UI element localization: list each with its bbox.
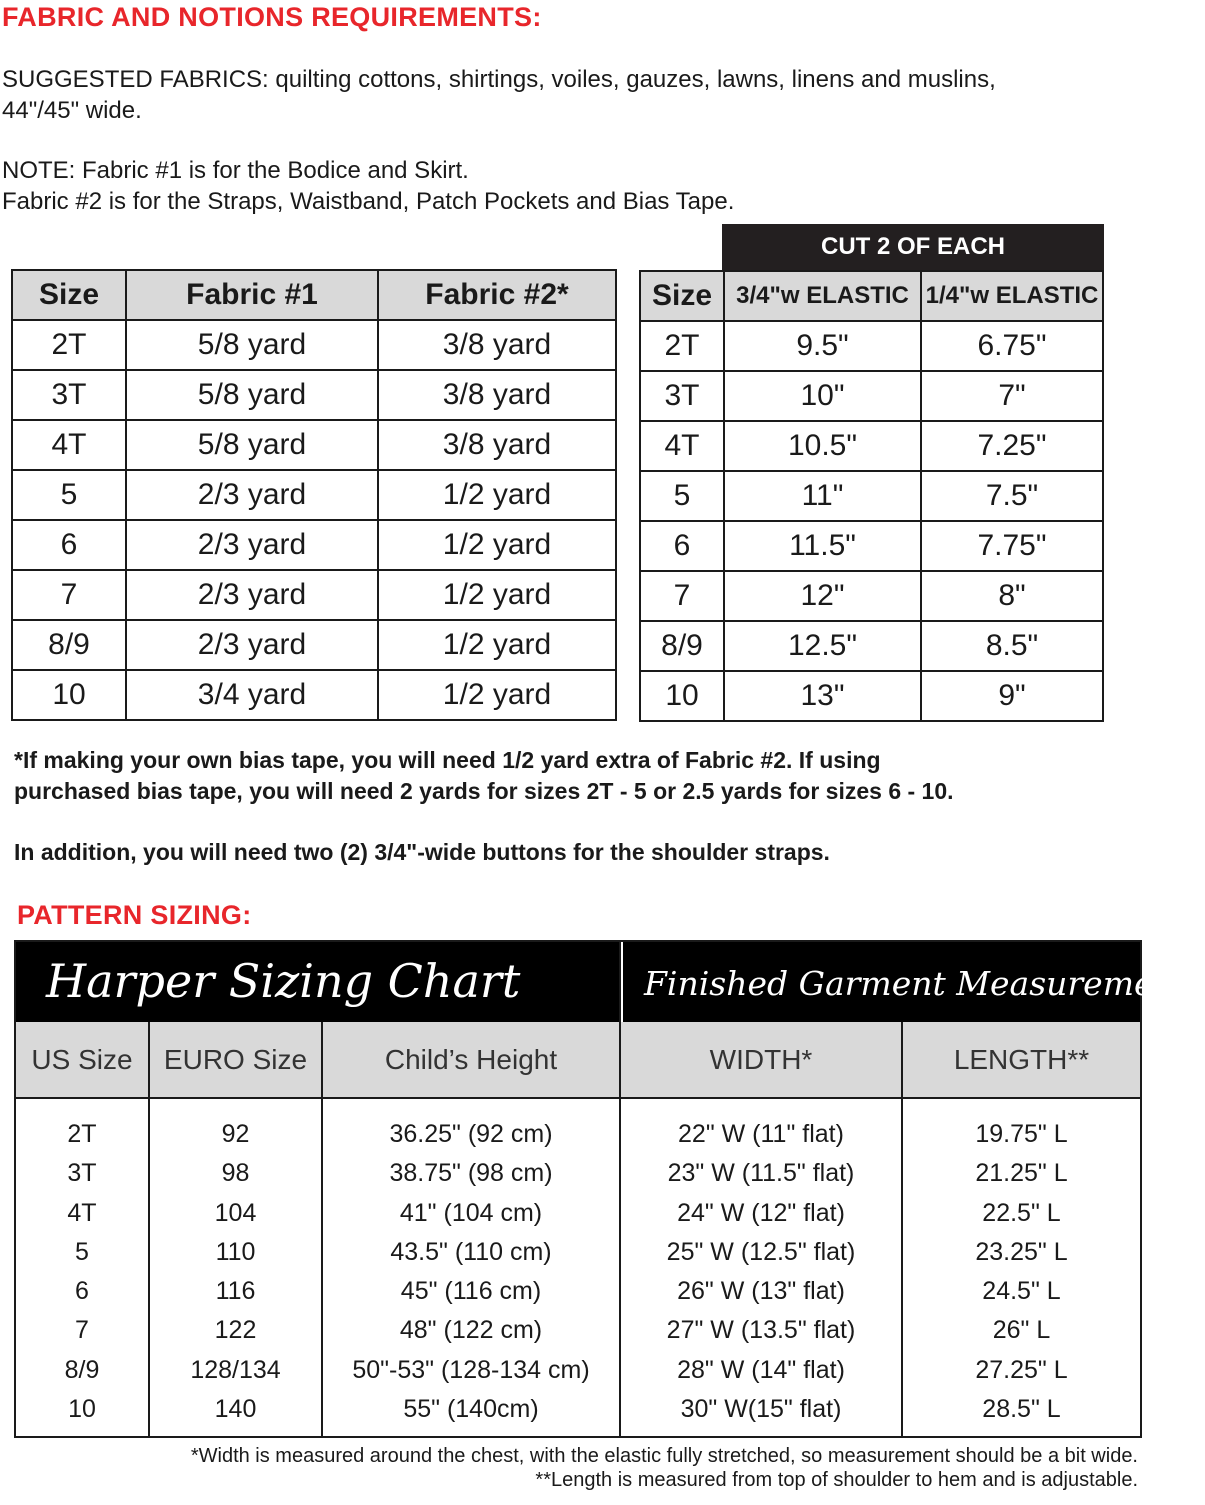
height-cell: 48" (122 cm) [399,1316,543,1345]
height-cell: 45" (116 cm) [400,1277,542,1306]
cell-size: 4T [640,421,724,471]
cell-elastic-narrow: 9" [921,671,1103,721]
width-cell: 24" W (12" flat) [677,1198,845,1227]
width-column [621,1115,901,1429]
length-cell: 23.25" L [975,1237,1068,1266]
cell-elastic-wide: 10.5" [724,421,921,471]
header-euro-size: EURO Size [150,1022,321,1097]
table-row [640,671,1103,721]
cell-size: 3T [12,370,126,420]
note-line-2: Fabric #2 is for the Straps, Waistband, Patch Pockets and Bias Tape. [2,188,735,215]
width-cell: 26" W (13" flat) [677,1277,845,1306]
euro-size-cell: 116 [215,1277,256,1306]
header-us-size: US Size [16,1022,148,1097]
cell-elastic-wide: 11" [724,471,921,521]
cell-size: 6 [12,520,126,570]
header-fabric-2: Fabric #2* [378,270,616,320]
cell-elastic-narrow: 7.25" [921,421,1103,471]
us-size-cell: 7 [75,1316,89,1345]
elastic-table-header [640,271,1103,321]
us-size-cell: 8/9 [64,1355,100,1384]
cell-elastic-wide: 11.5" [724,521,921,571]
length-cell: 28.5" L [982,1395,1061,1424]
cell-fabric-1: 5/8 yard [126,370,378,420]
sizing-chart-title-bar [16,942,1205,1022]
cell-fabric-1: 5/8 yard [126,320,378,370]
euro-size-cell: 104 [214,1198,257,1227]
length-cell: 22.5" L [982,1198,1061,1227]
pattern-sizing-heading: PATTERN SIZING: [17,900,252,930]
fabric-note [2,155,1132,217]
cell-elastic-wide: 9.5" [724,321,921,371]
table-row [12,570,616,620]
cell-elastic-narrow: 6.75" [921,321,1103,371]
sizing-chart-title: Harper Sizing Chart [46,954,521,1008]
cell-elastic-narrow: 7.5" [921,471,1103,521]
length-column [903,1115,1140,1429]
height-cell: 55" (140cm) [403,1395,539,1424]
us-size-cell: 5 [75,1237,89,1266]
table-row [640,371,1103,421]
width-cell: 30" W(15" flat) [680,1395,842,1424]
length-cell: 24.5" L [982,1277,1061,1306]
cell-fabric-2: 3/8 yard [378,320,616,370]
cell-size: 4T [12,420,126,470]
cell-fabric-2: 1/2 yard [378,520,616,570]
cell-fabric-2: 1/2 yard [378,570,616,620]
cell-elastic-narrow: 8.5" [921,621,1103,671]
euro-size-cell: 92 [221,1120,250,1148]
elastic-table [639,270,1104,722]
height-cell: 50"-53" (128-134 cm) [352,1355,590,1384]
suggested-line-2: 44"/45" wide. [2,97,142,124]
width-cell: 23" W (11.5" flat) [667,1159,855,1188]
cell-fabric-1: 3/4 yard [126,670,378,720]
height-cell: 38.75" (98 cm) [389,1159,553,1188]
length-footnote: **Length is measured from top of shoulder to hem and is adjustable. [535,1469,1138,1491]
cell-size: 6 [640,521,724,571]
table-row [12,320,616,370]
euro-size-cell: 128/134 [190,1355,281,1384]
euro-size-cell: 122 [214,1316,257,1345]
cell-size: 5 [12,470,126,520]
table-row [12,520,616,570]
cell-fabric-2: 3/8 yard [378,370,616,420]
width-cell: 22" W (11" flat) [678,1120,844,1148]
cell-size: 3T [640,371,724,421]
table-row [12,470,616,520]
table-row [640,471,1103,521]
cell-fabric-2: 1/2 yard [378,670,616,720]
height-cell: 43.5" (110 cm) [390,1237,552,1266]
us-size-cell: 2T [67,1120,97,1148]
cell-fabric-1: 5/8 yard [126,420,378,470]
cell-size: 8/9 [12,620,126,670]
fabric-table-header [12,270,616,320]
table-row [12,370,616,420]
cut-2-banner: CUT 2 OF EACH [722,224,1104,270]
euro-size-column [150,1115,321,1429]
sizing-header-row [16,1022,1140,1099]
cell-elastic-wide: 12.5" [724,621,921,671]
sizing-chart [14,940,1205,1438]
buttons-note: In addition, you will need two (2) 3/4"-wide buttons for the shoulder straps. [14,839,830,865]
cell-size: 10 [640,671,724,721]
cell-elastic-narrow: 7" [921,371,1103,421]
header-three-quarter-elastic: 3/4"w ELASTIC [724,271,921,321]
height-column [323,1115,619,1429]
cell-size: 2T [12,320,126,370]
finished-garment-title: Finished Garment Measurements [644,964,1205,1003]
cell-fabric-1: 2/3 yard [126,470,378,520]
cell-elastic-narrow: 7.75" [921,521,1103,571]
bias-tape-note [14,745,1124,807]
cell-size: 7 [640,571,724,621]
table-row [640,321,1103,371]
table-row [640,421,1103,471]
width-cell: 28" W (14" flat) [677,1355,845,1384]
cell-size: 5 [640,471,724,521]
bias-note-line-2: purchased bias tape, you will need 2 yards for sizes 2T - 5 or 2.5 yards for sizes 6 - 10. [14,778,954,804]
width-footnote: *Width is measured around the chest, with the elastic fully stretched, so measurement should be a bit wide. [190,1445,1138,1467]
cell-elastic-wide: 12" [724,571,921,621]
header-size: Size [640,271,724,321]
fabric-requirements-table [11,269,617,721]
cell-size: 10 [12,670,126,720]
cell-fabric-1: 2/3 yard [126,620,378,670]
table-row [640,521,1103,571]
cell-fabric-1: 2/3 yard [126,570,378,620]
cell-fabric-2: 1/2 yard [378,620,616,670]
cell-elastic-narrow: 8" [921,571,1103,621]
height-cell: 36.25" (92 cm) [389,1120,553,1148]
width-cell: 27" W (13.5" flat) [666,1316,856,1345]
header-size: Size [12,270,126,320]
fabric-notions-heading: FABRIC AND NOTIONS REQUIREMENTS: [2,2,542,32]
euro-size-cell: 140 [214,1395,257,1424]
us-size-cell: 4T [67,1198,97,1227]
header-fabric-1: Fabric #1 [126,270,378,320]
header-quarter-elastic: 1/4"w ELASTIC [921,271,1103,321]
length-cell: 19.75" L [975,1120,1068,1148]
length-cell: 26" L [992,1316,1051,1345]
us-size-cell: 3T [67,1159,97,1188]
euro-size-cell: 98 [221,1159,250,1188]
header-width: WIDTH* [621,1022,901,1097]
suggested-fabrics [2,64,1132,126]
cell-size: 2T [640,321,724,371]
us-size-cell: 6 [75,1277,89,1306]
cell-fabric-2: 1/2 yard [378,470,616,520]
cell-size: 7 [12,570,126,620]
us-size-column [16,1115,148,1429]
height-cell: 41" (104 cm) [399,1198,543,1227]
cell-elastic-wide: 13" [724,671,921,721]
euro-size-cell: 110 [215,1237,256,1266]
table-row [640,621,1103,671]
header-childs-height: Child’s Height [323,1022,619,1097]
cell-size: 8/9 [640,621,724,671]
cell-fabric-1: 2/3 yard [126,520,378,570]
us-size-cell: 10 [68,1395,96,1424]
table-row [640,571,1103,621]
length-cell: 27.25" L [975,1355,1068,1384]
width-cell: 25" W (12.5" flat) [666,1237,856,1266]
length-cell: 21.25" L [975,1159,1068,1188]
cell-elastic-wide: 10" [724,371,921,421]
note-line-1: NOTE: Fabric #1 is for the Bodice and Skirt. [2,157,469,184]
table-row [12,420,616,470]
cell-fabric-2: 3/8 yard [378,420,616,470]
suggested-line-1: SUGGESTED FABRICS: quilting cottons, shirtings, voiles, gauzes, lawns, linens and muslins, [2,66,996,93]
table-row [12,670,616,720]
header-length: LENGTH** [903,1022,1140,1097]
bias-note-line-1: *If making your own bias tape, you will need 1/2 yard extra of Fabric #2. If using [14,747,881,773]
table-row [12,620,616,670]
